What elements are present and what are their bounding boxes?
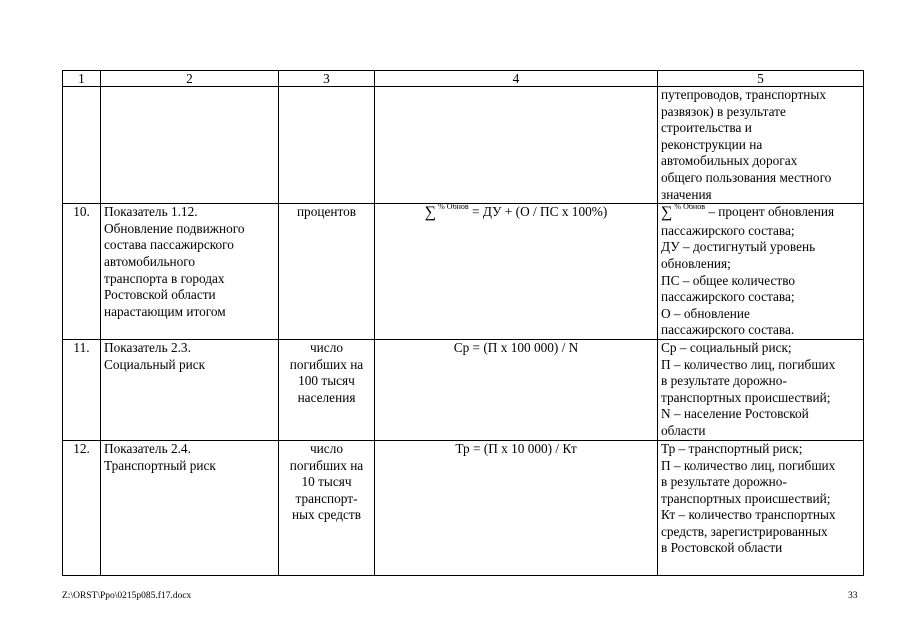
name-line: нарастающим итогом xyxy=(104,303,226,319)
name-line: состава пассажирского xyxy=(104,237,234,253)
unit-cell: процентов xyxy=(279,204,375,340)
row-number: 11. xyxy=(63,339,101,440)
desc-line: Тр – транспортный риск; xyxy=(661,440,803,456)
name-line: Обновление подвижного xyxy=(104,220,245,236)
desc-line: в результате дорожно- xyxy=(661,373,787,389)
sigma-symbol: ∑ xyxy=(661,204,673,222)
continuation-desc-cell xyxy=(658,87,864,204)
indicator-name-cell xyxy=(101,339,279,440)
unit-line: населения xyxy=(297,389,356,405)
header-cell-4: 4 xyxy=(375,71,658,87)
desc-line: в Ростовской области xyxy=(661,540,783,556)
desc-line: пассажирского состава. xyxy=(661,322,795,338)
unit-line: ных средств xyxy=(291,507,362,523)
unit-line: транспорт- xyxy=(295,490,358,506)
name-line: транспорта в городах xyxy=(104,270,225,286)
name-line: Ростовской области xyxy=(104,287,216,303)
row-number: 12. xyxy=(63,440,101,575)
header-cell-5: 5 xyxy=(658,71,864,87)
unit-line: погибших на xyxy=(289,356,364,372)
desc-line: путепроводов, транспортных xyxy=(661,87,826,102)
description-cell xyxy=(658,440,864,575)
desc-line: ДУ – достигнутый уровень xyxy=(661,239,816,255)
continuation-formula-cell xyxy=(375,87,658,204)
formula-superscript: % Обнов xyxy=(438,202,469,212)
desc-line: значения xyxy=(661,186,712,202)
desc-line: строительства и xyxy=(661,120,752,136)
formula-cell xyxy=(375,204,658,340)
header-cell-3: 3 xyxy=(279,71,375,87)
desc-line: реконструкции на xyxy=(661,136,763,152)
sigma-symbol: ∑ xyxy=(424,204,437,222)
continuation-name-cell xyxy=(101,87,279,204)
desc-line: П – количество лиц, погибших xyxy=(661,457,836,473)
unit-line: число xyxy=(310,339,343,355)
desc-line: обновления; xyxy=(661,255,731,271)
desc-line: средств, зарегистрированных xyxy=(661,523,828,539)
desc-line: О – обновление xyxy=(661,305,750,321)
desc-first-text: – процент обновления xyxy=(708,204,835,220)
desc-line: автомобильных дорогах xyxy=(661,153,798,169)
name-line: автомобильного xyxy=(104,253,196,269)
footer-page-number: 33 xyxy=(848,591,858,601)
desc-line: Ср – социальный риск; xyxy=(661,339,792,355)
indicator-name-cell xyxy=(101,204,279,340)
header-cell-2: 2 xyxy=(101,71,279,87)
formula-cell: Тр = (П х 10 000) / Кт xyxy=(375,440,658,575)
desc-line: области xyxy=(661,422,706,438)
name-line: Транспортный риск xyxy=(104,457,216,473)
unit-cell xyxy=(279,440,375,575)
table-header-row xyxy=(63,71,864,87)
row-number: 10. xyxy=(63,204,101,340)
desc-first-line xyxy=(661,204,860,223)
desc-line: пассажирского состава; xyxy=(661,289,795,305)
description-cell xyxy=(658,339,864,440)
desc-line: П – количество лиц, погибших xyxy=(661,356,836,372)
desc-line: общего пользования местного xyxy=(661,169,832,185)
description-cell xyxy=(658,204,864,340)
formula-text: = ДУ + (О / ПС х 100%) xyxy=(472,204,608,220)
desc-line: Кт – количество транспортных xyxy=(661,507,836,523)
desc-line: транспортных происшествий; xyxy=(661,389,831,405)
desc-superscript: % Обнов xyxy=(674,202,705,212)
desc-line: развязок) в результате xyxy=(661,103,786,119)
desc-line: в результате дорожно- xyxy=(661,474,787,490)
name-line: Показатель 2.4. xyxy=(104,440,191,456)
formula-cell: Ср = (П х 100 000) / N xyxy=(375,339,658,440)
desc-line: N – население Ростовской xyxy=(661,406,809,422)
table-row-10 xyxy=(63,204,864,340)
unit-line: 100 тысяч xyxy=(298,373,355,389)
indicators-table xyxy=(62,70,864,576)
table-row-continuation xyxy=(63,87,864,204)
unit-line: 10 тысяч xyxy=(301,474,352,490)
name-line: Показатель 1.12. xyxy=(104,204,198,220)
name-line: Социальный риск xyxy=(104,356,206,372)
desc-line: транспортных происшествий; xyxy=(661,490,831,506)
header-cell-1: 1 xyxy=(63,71,101,87)
unit-line: число xyxy=(310,440,343,456)
continuation-unit-cell xyxy=(279,87,375,204)
indicator-name-cell xyxy=(101,440,279,575)
desc-line: пассажирского состава; xyxy=(661,222,795,238)
name-line: Показатель 2.3. xyxy=(104,339,191,355)
table-row-12 xyxy=(63,440,864,575)
continuation-num-cell xyxy=(63,87,101,204)
desc-line: ПС – общее количество xyxy=(661,272,796,288)
unit-cell xyxy=(279,339,375,440)
unit-line: погибших на xyxy=(289,457,364,473)
table-row-11 xyxy=(63,339,864,440)
footer-file-path: Z:\ORST\Ppo\0215p085.f17.docx xyxy=(62,591,192,601)
